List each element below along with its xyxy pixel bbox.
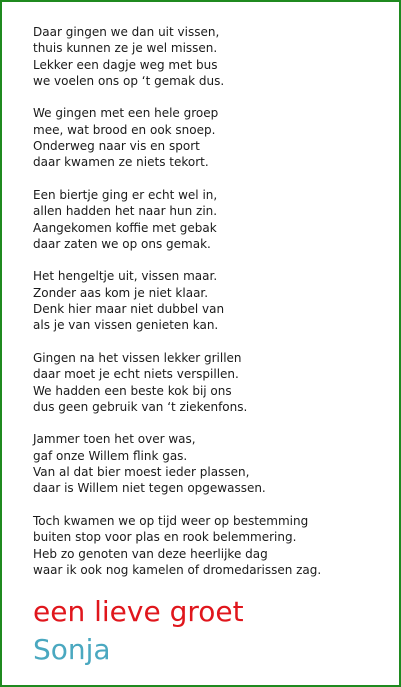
poem-line: Lekker een dagje weg met bus	[33, 57, 218, 72]
poem-line: Toch kwamen we op tijd weer op bestemming	[33, 513, 309, 528]
poem-line: We hadden een beste kok bij ons	[33, 383, 232, 398]
poem-line: mee, wat brood en ook snoep.	[33, 122, 216, 137]
poem-line: dus geen gebruik van ‘t ziekenfons.	[33, 399, 248, 414]
poem-line: Een biertje ging er echt wel in,	[33, 187, 218, 202]
poem-line: buiten stop voor plas en rook belemmering.	[33, 530, 297, 545]
stanza	[33, 513, 378, 578]
poem-line: als je van vissen genieten kan.	[33, 318, 219, 333]
poem-line: we voelen ons op ‘t gemak dus.	[33, 73, 225, 88]
poem-line: allen hadden het naar hun zin.	[33, 204, 218, 219]
poem-line: Van al dat bier moest ieder plassen,	[33, 465, 250, 480]
poem-line: Aangekomen koffie met gebak	[33, 220, 217, 235]
poem-line: Het hengeltje uit, vissen maar.	[33, 269, 218, 284]
poem-line: gaf onze Willem flink gas.	[33, 448, 188, 463]
poem-line: thuis kunnen ze je wel missen.	[33, 41, 218, 56]
poem-body	[33, 24, 378, 594]
poem-line: daar moet je echt niets verspillen.	[33, 367, 239, 382]
poem-line: Denk hier maar niet dubbel van	[33, 302, 225, 317]
poem-line: daar kwamen ze niets tekort.	[33, 155, 209, 170]
greeting-text: een lieve groet	[33, 595, 244, 628]
poem-line: Jammer toen het over was,	[33, 432, 196, 447]
poem-line: Zonder aas kom je niet klaar.	[33, 285, 209, 300]
poem-line: Onderweg naar vis en sport	[33, 139, 200, 154]
stanza	[33, 187, 378, 252]
poem-line: waar ik ook nog kamelen of dromedarissen zag.	[33, 562, 322, 577]
poem-line: daar is Willem niet tegen opgewassen.	[33, 481, 266, 496]
poem-line: daar zaten we op ons gemak.	[33, 236, 211, 251]
stanza	[33, 268, 378, 333]
stanza	[33, 350, 378, 415]
stanza	[33, 431, 378, 496]
poem-line: Gingen na het vissen lekker grillen	[33, 350, 242, 365]
poem-line: Daar gingen we dan uit vissen,	[33, 25, 220, 39]
poem-line: We gingen met een hele groep	[33, 106, 219, 121]
signature-text: Sonja	[33, 633, 111, 666]
poem-line: Heb zo genoten van deze heerlijke dag	[33, 546, 268, 561]
stanza	[33, 24, 378, 89]
stanza	[33, 105, 378, 170]
